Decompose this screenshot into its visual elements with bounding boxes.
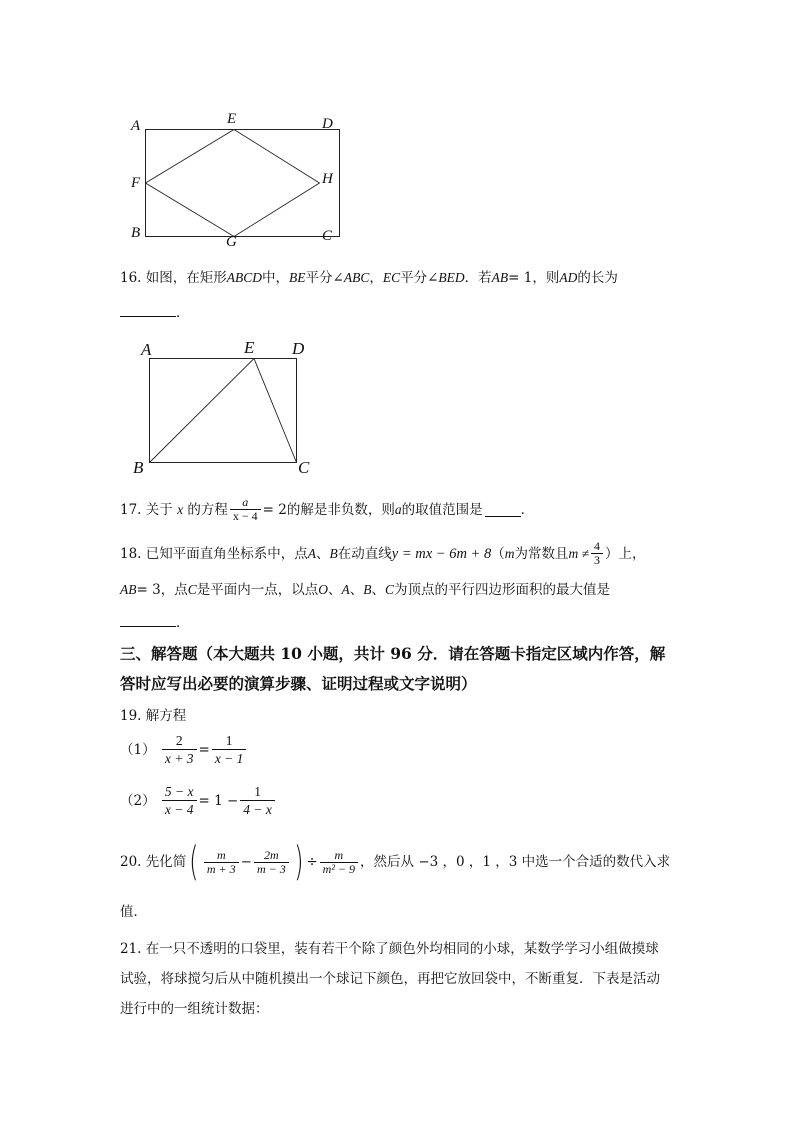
equals-sign: = 1 − xyxy=(198,792,239,809)
q16-text: 的长为 xyxy=(577,270,618,286)
q17-text: 的取值范围是 xyxy=(401,501,483,518)
fig1-label-G: G xyxy=(226,234,237,250)
question-18 xyxy=(120,540,646,567)
minus-sign: − xyxy=(240,854,252,870)
q21-text: 在一只不透明的口袋里，装有若干个除了颜色外均相同的小球，某数学学习小组做摸球 xyxy=(145,941,659,957)
q21-number: 21. xyxy=(120,941,142,957)
frac-numerator: a xyxy=(242,495,249,509)
q19-2-right-fraction xyxy=(240,783,275,818)
q17-math: = 2 xyxy=(262,501,287,518)
answer-blank[interactable] xyxy=(120,302,176,317)
q17-text: 关于 xyxy=(145,501,173,518)
q16-math: EC xyxy=(382,270,401,285)
section-3-heading-line1: 三、解答题（本大题共 10 小题，共计 96 分．请在答题卡指定区域内作答，解 xyxy=(120,644,666,663)
triangle-bec xyxy=(150,359,297,463)
q18-math: m ≠ xyxy=(568,545,589,561)
frac-denominator: x − 1 xyxy=(212,749,247,767)
frac-denominator: 4 − x xyxy=(240,800,275,818)
fig1-label-C: C xyxy=(322,228,333,244)
frac-numerator: m xyxy=(216,847,226,862)
frac-denominator: x − 4 xyxy=(162,800,197,818)
q19-title: 解方程 xyxy=(145,708,187,724)
equals-sign: = xyxy=(198,741,210,758)
q18-text: 、 xyxy=(316,545,330,562)
q16-math: ABC xyxy=(343,270,370,285)
q20-fraction-3 xyxy=(320,849,358,876)
q18-math: O xyxy=(318,582,328,597)
part-label: （1） xyxy=(120,741,156,758)
frac-numerator: 5 − x xyxy=(164,784,194,799)
q18-math: y = mx − 6m + 8 xyxy=(391,545,492,562)
frac-denominator: m − 3 xyxy=(254,862,289,876)
q20-text: ，然后从 −3 ，0 ，1 ，3 中选一个合适的数代入求 xyxy=(360,854,671,870)
q18-text: 、 xyxy=(349,582,364,598)
q16-answer-line[interactable] xyxy=(120,302,190,323)
q18-math: m xyxy=(504,545,515,561)
q19-part-1 xyxy=(120,732,248,767)
q16-math: BED xyxy=(438,270,465,285)
q19-1-left-fraction xyxy=(162,732,197,767)
q21-text: 进行中的一组统计数据： xyxy=(120,1001,269,1017)
q16-text: 平分∠ xyxy=(400,270,439,286)
q16-text: 如图，在矩形 xyxy=(145,270,227,286)
q18-text: ）上， xyxy=(605,545,646,562)
frac-numerator: 1 xyxy=(225,733,233,748)
frac-numerator: m xyxy=(334,847,344,862)
q19-number: 19. xyxy=(120,708,142,724)
frac-denominator: x − 4 xyxy=(230,509,261,523)
q18-math: C xyxy=(384,582,394,597)
question-20 xyxy=(120,839,671,885)
frac-denominator: m² − 9 xyxy=(320,862,358,876)
q18-fraction xyxy=(591,540,603,567)
answer-blank[interactable] xyxy=(120,612,176,627)
q18-text: 已知平面直角坐标系中，点 xyxy=(145,545,308,562)
q17-fraction xyxy=(230,496,261,523)
q18-end: ． xyxy=(176,615,190,631)
frac-numerator: 4 xyxy=(594,539,600,553)
figure-rectangle-triangle xyxy=(130,340,330,475)
right-paren: ) xyxy=(293,839,304,885)
q20-fraction-2 xyxy=(254,849,289,876)
fig1-label-A: A xyxy=(131,118,141,134)
fig2-label-E: E xyxy=(244,338,255,357)
answer-blank[interactable] xyxy=(485,502,521,517)
q18-text: （ xyxy=(491,545,505,562)
q18-text: 在动直线 xyxy=(337,545,392,562)
fig1-label-B: B xyxy=(131,225,141,241)
q19-1-right-fraction xyxy=(212,732,247,767)
question-20-line2 xyxy=(120,902,147,922)
q18-text: 、 xyxy=(371,582,385,598)
frac-numerator: 2m xyxy=(264,847,279,862)
q20-text: 值． xyxy=(120,904,147,920)
q18-math: A xyxy=(341,582,350,597)
q18-text: ，点 xyxy=(160,582,188,598)
q16-math: = 1 xyxy=(508,270,533,286)
frac-numerator: 1 xyxy=(254,784,261,799)
q18-answer-line[interactable] xyxy=(120,612,190,633)
fig2-label-B: B xyxy=(133,458,144,477)
frac-denominator: m + 3 xyxy=(204,862,239,876)
q18-math: B xyxy=(329,545,338,561)
q20-text: 先化简 xyxy=(145,854,187,870)
q16-text: ， xyxy=(369,270,383,286)
q18-math: A xyxy=(307,545,317,561)
q17-number: 17. xyxy=(120,501,142,518)
frac-denominator: 3 xyxy=(591,553,603,567)
q19-2-left-fraction xyxy=(162,783,197,818)
fig1-label-H: H xyxy=(322,171,333,187)
q16-math: AD xyxy=(559,270,578,285)
q17-text: 的方程 xyxy=(187,501,228,518)
section-3-heading xyxy=(120,640,665,698)
rectangle-abcd xyxy=(146,130,340,237)
q17-text: 的解是非负数，则 xyxy=(286,501,395,518)
section-3-heading-line2: 答时应写出必要的演算步骤、证明过程或文字说明） xyxy=(120,674,477,693)
question-21 xyxy=(120,934,660,1024)
q16-text: ，则 xyxy=(532,270,560,286)
question-16 xyxy=(120,268,618,288)
rectangle-abcd-2 xyxy=(150,359,297,463)
frac-denominator: x + 3 xyxy=(162,749,197,767)
q18-math: = 3 xyxy=(136,582,161,598)
part-label: （2） xyxy=(120,792,156,809)
q16-math: AB xyxy=(491,270,509,285)
frac-numerator: 2 xyxy=(175,733,183,748)
q16-text: ．若 xyxy=(464,270,492,286)
q16-text: 中， xyxy=(262,270,290,286)
q19-part-2 xyxy=(120,783,277,818)
q16-end: ． xyxy=(176,305,190,321)
divide-sign: ÷ xyxy=(306,854,318,870)
fig1-label-E: E xyxy=(227,111,237,127)
q18-math: C xyxy=(187,582,197,597)
question-19 xyxy=(120,706,186,726)
fig1-label-F: F xyxy=(131,175,141,191)
q16-number: 16. xyxy=(120,270,142,286)
question-17 xyxy=(120,496,534,523)
q20-number: 20. xyxy=(120,854,142,870)
q16-math: BE xyxy=(289,270,306,285)
q21-text: 试验，将球搅匀后从中随机摸出一个球记下颜色，再把它放回袋中，不断重复．下表是活动 xyxy=(120,971,660,987)
q20-fraction-1 xyxy=(204,849,239,876)
q17-math: a xyxy=(394,501,402,517)
q18-number: 18. xyxy=(120,545,142,562)
fig1-label-D: D xyxy=(322,116,333,132)
fig2-label-D: D xyxy=(292,339,305,358)
q17-math: x xyxy=(177,501,184,517)
q18-text: 是平面内一点，以点 xyxy=(196,582,319,598)
left-paren: ( xyxy=(189,839,199,885)
q16-text: 平分∠ xyxy=(305,270,344,286)
fig2-label-A: A xyxy=(141,340,152,359)
question-18-line2 xyxy=(120,580,610,600)
q16-math: ABCD xyxy=(226,270,263,285)
q17-end: ． xyxy=(520,501,535,518)
q18-text: 为常数且 xyxy=(514,545,569,562)
q18-text: 、 xyxy=(327,582,342,598)
rhombus-efgh xyxy=(146,130,320,237)
q18-math: B xyxy=(363,582,372,597)
q18-math: AB xyxy=(120,582,137,597)
q18-text: 为顶点的平行四边形面积的最大值是 xyxy=(393,582,610,598)
fig2-label-C: C xyxy=(298,458,310,477)
